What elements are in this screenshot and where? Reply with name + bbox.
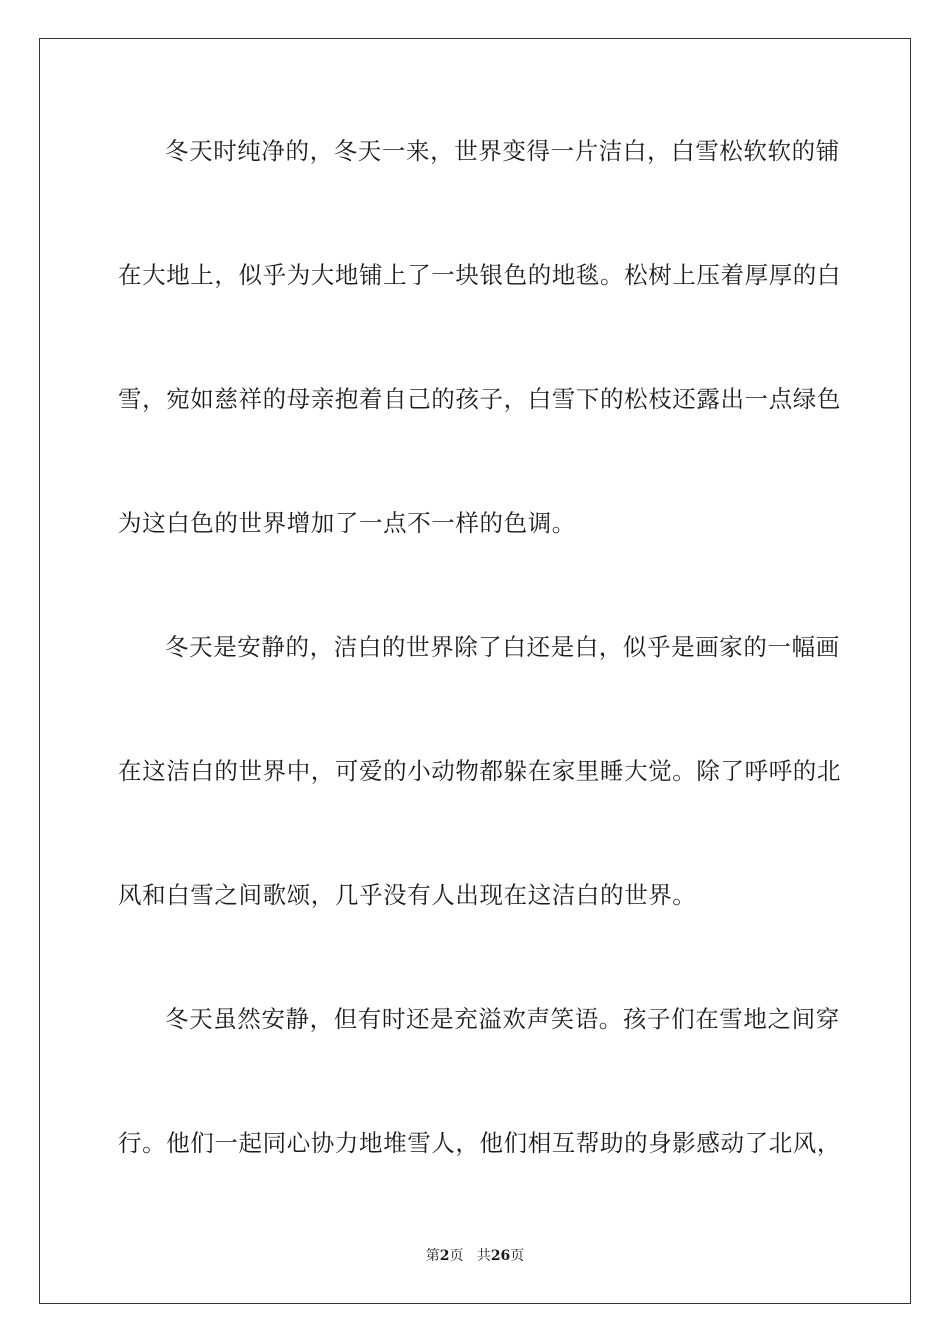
page-suffix: 页 — [449, 1248, 464, 1264]
page-footer — [0, 1246, 950, 1266]
paragraph-1-line-1: 冬天时纯净的，冬天一来，世界变得一片洁白，白雪松软软的铺 — [165, 137, 840, 165]
paragraph-1-line-4: 为这白色的世界增加了一点不一样的色调。 — [118, 509, 576, 537]
paragraph-1-line-2: 在大地上，似乎为大地铺上了一块银色的地毯。松树上压着厚厚的白 — [118, 261, 841, 289]
paragraph-2-line-1: 冬天是安静的，洁白的世界除了白还是白，似乎是画家的一幅画 — [165, 633, 840, 661]
paragraph-1-line-3: 雪，宛如慈祥的母亲抱着自己的孩子，白雪下的松枝还露出一点绿色 — [118, 385, 841, 413]
total-prefix: 共 — [476, 1248, 491, 1264]
page-border — [39, 38, 911, 1304]
total-pages: 26 — [490, 1248, 511, 1264]
paragraph-3-line-2: 行。他们一起同心协力地堆雪人，他们相互帮助的身影感动了北风， — [118, 1129, 841, 1157]
page-number: 2 — [439, 1248, 450, 1264]
paragraph-2-line-2: 在这洁白的世界中，可爱的小动物都躲在家里睡大觉。除了呼呼的北 — [118, 757, 841, 785]
page-prefix: 第 — [425, 1248, 440, 1264]
footer-gap — [463, 1248, 476, 1264]
total-suffix: 页 — [510, 1248, 525, 1264]
paragraph-3-line-1: 冬天虽然安静，但有时还是充溢欢声笑语。孩子们在雪地之间穿 — [165, 1005, 840, 1033]
paragraph-2-line-3: 风和白雪之间歌颂，几乎没有人出现在这洁白的世界。 — [118, 881, 697, 909]
